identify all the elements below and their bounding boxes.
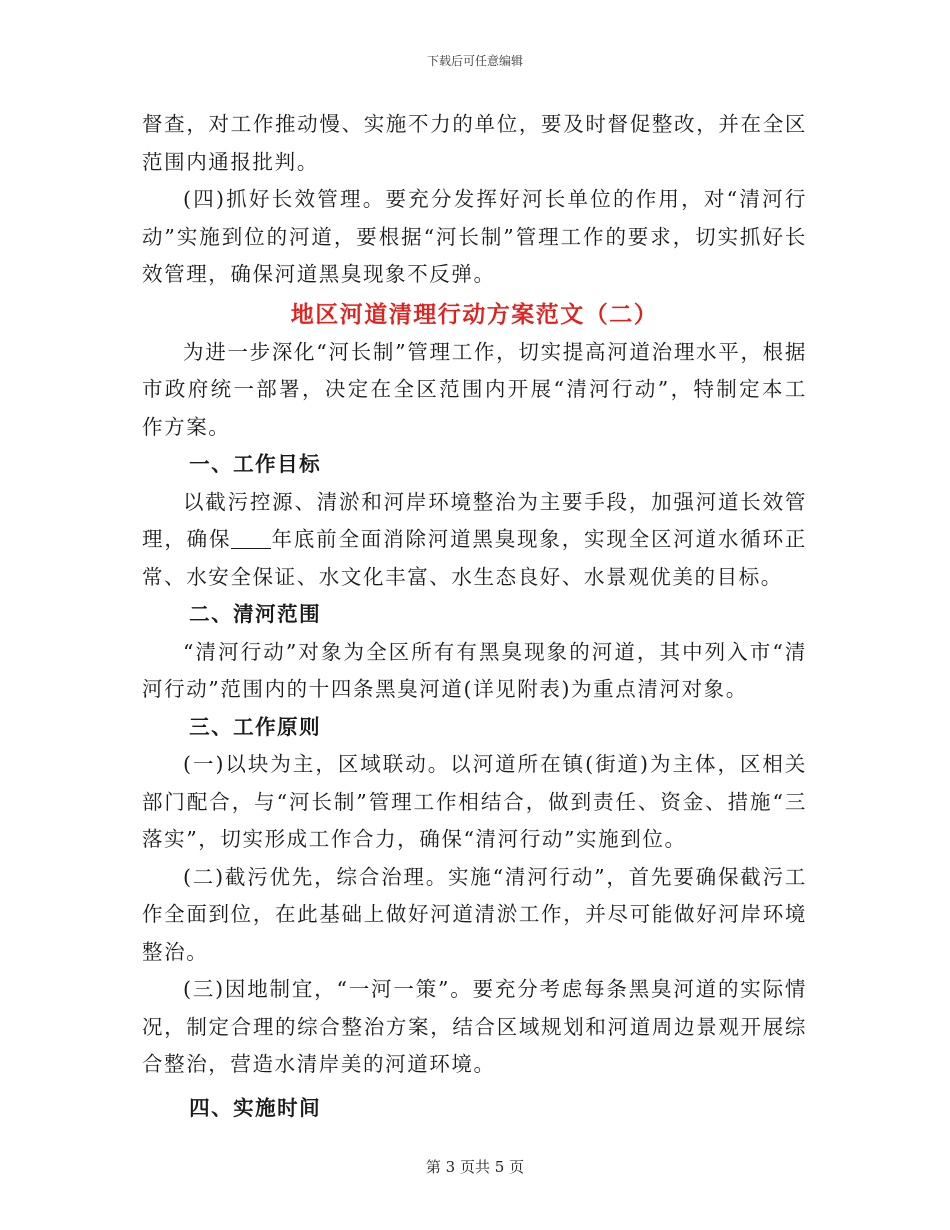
paragraph-intro: 为进一步深化“河长制”管理工作，切实提高河道治理水平，根据市政府统一部署，决定在全区范围内开展“清河行动”，特制定本工作方案。: [142, 339, 807, 439]
paragraph-principle-3: (三)因地制宜，“一河一策”。要充分考虑每条黑臭河道的实际情况，制定合理的综合整治方案，结合区域规划和河道周边景观开展综合整治，营造水清岸美的河道环境。: [142, 977, 807, 1076]
paragraph-scope: “清河行动”对象为全区所有有黑臭现象的河道，其中列入市“清河行动”范围内的十四条黑臭河道(详见附表)为重点清河对象。: [142, 639, 807, 701]
document-title: 地区河道清理行动方案范文（二）: [290, 301, 659, 328]
goals-text-b: 年底前全面消除河道黑臭现象，实现全区河道水循环正常、水安全保证、水文化丰富、水生态良好、水景观优美的目标。: [142, 527, 807, 589]
section-heading-principles: 三、工作原则: [189, 714, 322, 739]
paragraph-supervision: 督查，对工作推动慢、实施不力的单位，要及时督促整改，并在全区范围内通报批判。: [142, 112, 807, 174]
section-heading-schedule: 四、实施时间: [189, 1095, 322, 1120]
page-footer: 第 3 页共 5 页: [425, 1158, 525, 1176]
paragraph-principle-2: (二)截污优先，综合治理。实施“清河行动”，首先要确保截污工作全面到位，在此基础上做好河道清淤工作，并尽可能做好河岸环境整治。: [142, 864, 807, 964]
page-header: 下载后可任意编辑: [426, 54, 523, 68]
paragraph-goals: [142, 484, 807, 597]
section-heading-scope: 二、清河范围: [189, 602, 322, 626]
paragraph-principle-1: (一)以块为主，区域联动。以河道所在镇(街道)为主体，区相关部门配合，与“河长制”管理工作相结合，做到责任、资金、措施“三落实”，切实形成工作合力，确保“清河行动”实施到位。: [142, 752, 807, 851]
section-heading-goals: 一、工作目标: [189, 452, 322, 476]
goals-text-a: 以截污控源、清淤和河岸环境整治为主要手段，加强河道长效管理，确保: [142, 489, 807, 551]
document-body: [142, 106, 807, 1127]
paragraph-long-term-management: (四)抓好长效管理。要充分发挥好河长单位的作用，对“清河行动”实施到位的河道，要根据“河长制”管理工作的要求，切实抓好长效管理，确保河道黑臭现象不反弹。: [142, 187, 807, 286]
year-blank: [231, 528, 271, 550]
